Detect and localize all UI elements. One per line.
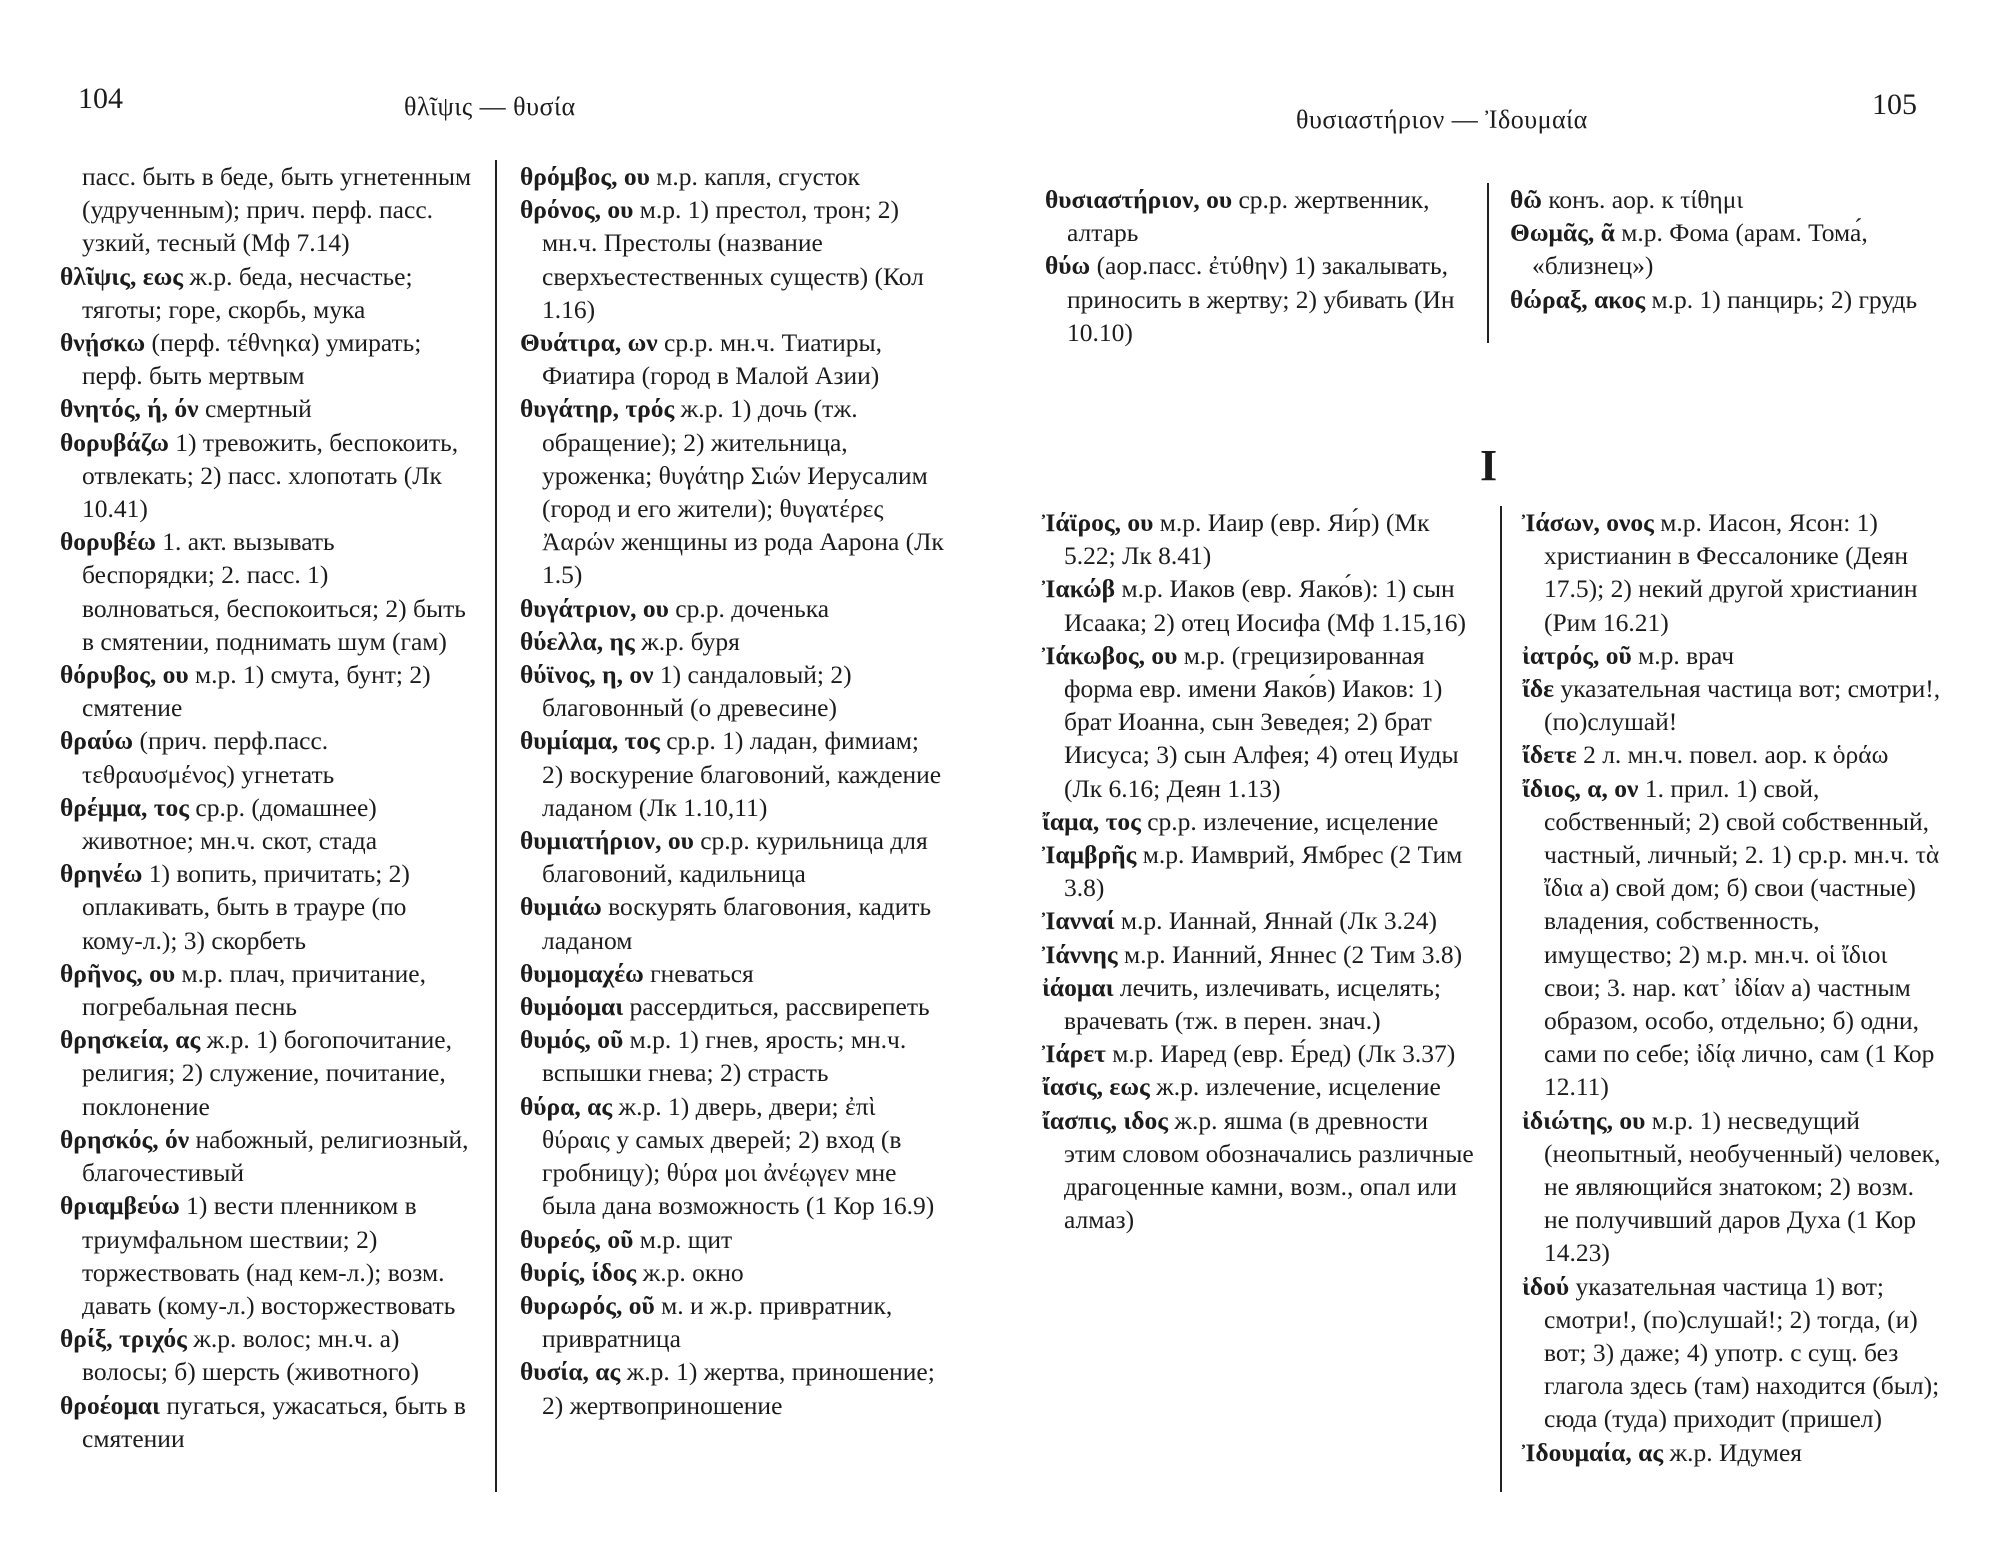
entry-definition: м.р. 1) смута, бунт; 2) смятение xyxy=(82,660,431,723)
page-number: 105 xyxy=(1872,88,1917,121)
entry-definition: м.р. 1) гнев, ярость; мн.ч. вспышки гнева; 2) страсть xyxy=(542,1025,907,1088)
dictionary-entry xyxy=(1045,249,1455,349)
entry-headword: θνῄσκω xyxy=(60,328,146,358)
dictionary-entry xyxy=(1522,639,1942,672)
dictionary-entry xyxy=(1042,838,1478,904)
entry-headword: Ἰάκωβος, ου xyxy=(1042,640,1178,670)
entry-headword: θροέομαι xyxy=(60,1390,160,1420)
column-left-2 xyxy=(520,160,944,1422)
entry-headword: Ἰανναί xyxy=(1042,906,1115,936)
dictionary-entry xyxy=(1042,1070,1478,1103)
entry-definition: м.р. 1) панцирь; 2) грудь xyxy=(1645,284,1918,314)
dictionary-entry xyxy=(60,857,472,957)
entry-headword: θύρα, ας xyxy=(520,1091,613,1121)
dictionary-entry xyxy=(1045,183,1455,249)
running-head: θυσιαστήριον — Ἰδουμαία xyxy=(1296,105,1588,134)
dictionary-entry xyxy=(520,1355,944,1421)
entry-headword: Ἰακώβ xyxy=(1042,574,1116,604)
entry-headword: ἴασις, εως xyxy=(1042,1072,1150,1102)
entry-headword: θύϊνος, η, ον xyxy=(520,660,654,690)
entry-definition: гневаться xyxy=(643,958,754,988)
dictionary-entry xyxy=(60,1389,472,1455)
entry-headword: θύω xyxy=(1045,251,1091,281)
entry-headword: θυμομαχέω xyxy=(520,958,644,988)
entry-headword: Θυάτιρα, ων xyxy=(520,328,658,358)
entry-headword: θρῆνος, ου xyxy=(60,958,176,988)
dictionary-entry xyxy=(520,326,944,392)
entry-headword: θώραξ, ακος xyxy=(1510,284,1646,314)
dictionary-entry xyxy=(1042,1037,1478,1070)
entry-definition: ср.р. мн.ч. Тиатиры, Фиатира (город в Малой Азии) xyxy=(542,328,882,391)
dictionary-entry xyxy=(60,260,472,326)
entry-headword: Ἰαμβρῆς xyxy=(1042,840,1137,870)
entry-headword: Ἰάρετ xyxy=(1042,1039,1106,1069)
dictionary-entry xyxy=(520,1223,944,1256)
entry-headword: ἰδού xyxy=(1522,1271,1570,1301)
dictionary-entry xyxy=(520,1289,944,1355)
entry-headword: θυσία, ας xyxy=(520,1357,621,1387)
entry-definition: м.р. Иаред (евр. Е́ред) (Лк 3.37) xyxy=(1105,1039,1456,1069)
entry-headword: θραύω xyxy=(60,726,134,756)
dictionary-entry xyxy=(1522,1104,1942,1270)
dictionary-entry xyxy=(1522,738,1942,771)
entry-definition: м.р. (грецизированная форма евр. имени Яако́в) Иаков: 1) брат Иоанна, сын Зеведея; 2) брат Иисуса; 3) сын Алфея; 4) отец Иуды (Лк 6.16; Деян 1.13) xyxy=(1064,640,1459,803)
column-divider-top xyxy=(1487,183,1489,343)
dictionary-entry xyxy=(60,525,472,658)
entry-definition: указательная частица вот; смотри!, (по)слушай! xyxy=(1544,674,1941,737)
entry-headword: θυρεός, οῦ xyxy=(520,1224,634,1254)
entry-definition: ср.р. курильница для благовоний, кадильница xyxy=(542,826,928,889)
entry-headword: θόρυβος, ου xyxy=(60,660,189,690)
dictionary-entry xyxy=(1042,971,1478,1037)
entry-headword: θρόνος, ου xyxy=(520,195,634,225)
dictionary-entry xyxy=(520,1090,944,1223)
entry-definition: лечить, излечивать, исцелять; врачевать (тж. в перен. знач.) xyxy=(1064,972,1441,1036)
entry-definition: рассердиться, рассвирепеть xyxy=(623,992,930,1022)
dictionary-entry xyxy=(520,724,944,824)
entry-definition: 1) сандаловый; 2) благовонный (о древесине) xyxy=(542,660,852,723)
entry-definition: 1. акт. вызывать беспорядки; 2. пасс. 1) волноваться, беспокоиться; 2) быть в смятении, поднимать шум (гам) xyxy=(82,527,466,656)
entry-headword: θῶ xyxy=(1510,185,1542,214)
dictionary-entry xyxy=(60,1322,472,1388)
entry-definition: ж.р. 1) дочь (тж. обращение); 2) жительница, уроженка; θυγάτηρ Σιών Иерусалим (город и его жители); θυγατέρες Ἀαρών женщины из рода Аарона (Лк 1.5) xyxy=(542,394,944,590)
entry-definition: м.р. 1) несведущий (неопытный, необученный) человек, не являющийся знатоком; 2) возм. не получивший даров Духа (1 Кор 14.23) xyxy=(1544,1105,1941,1268)
entry-definition: указательная частица 1) вот; смотри!, (по)слушай!; 2) тогда, (и) вот; 3) даже; 4) употр. с сущ. без глагола здесь (там) находится (был); сюда (туда) приходит (пришел) xyxy=(1544,1271,1940,1434)
entry-definition: ср.р. доченька xyxy=(668,593,830,623)
dictionary-entry xyxy=(1042,639,1478,805)
dictionary-entry xyxy=(1042,506,1478,572)
page-number: 104 xyxy=(78,82,123,115)
dictionary-entry xyxy=(1522,1436,1942,1469)
running-head: θλῖψις — θυσία xyxy=(404,92,576,121)
entry-headword: θυγάτηρ, τρός xyxy=(520,394,675,424)
dictionary-entry xyxy=(60,1023,472,1123)
entry-headword: θυμίαμα, τος xyxy=(520,726,660,756)
entry-definition: ж.р. 1) дверь, двери; ἐπὶ θύραις у самых дверей; 2) вход (в гробницу); θύρα μοι ἀνέῳγεν мне была дана возможность (1 Кор 16.9) xyxy=(542,1091,935,1221)
entry-definition: 2 л. мн.ч. повел. аор. к ὁράω xyxy=(1576,740,1889,770)
dictionary-entry xyxy=(1510,183,1940,216)
dictionary-entry xyxy=(1510,216,1940,282)
entry-definition: ж.р. 1) богопочитание, религия; 2) служение, почитание, поклонение xyxy=(82,1025,453,1121)
entry-definition: м.р. 1) престол, трон; 2) мн.ч. Престолы (название сверхъестественных существ) (Кол 1.16) xyxy=(542,195,924,324)
entry-definition: м.р. щит xyxy=(633,1224,733,1254)
entry-definition: ж.р. излечение, исцеление xyxy=(1149,1072,1441,1102)
entry-headword: θυμιάω xyxy=(520,892,602,922)
dictionary-entry xyxy=(1042,1104,1478,1237)
entry-headword: ἰάομαι xyxy=(1042,972,1114,1002)
entry-headword: θορυβάζω xyxy=(60,427,169,457)
dictionary-entry xyxy=(60,658,472,724)
entry-definition: 1. прил. 1) свой, собственный; 2) свой собственный, частный, личный; 2. 1) ср.р. мн.ч. τὰ ἴδια а) свой дом; б) свои (частные) владения, собственность, имущество; 2) м.р. мн.ч. οἱ ἴδιοι свои; 3. нар. κατ᾽ ἰδίαν а) частным образом, особо, отдельно; б) одни, сами по себе; ἰδίᾳ лично, сам (1 Кор 12.11) xyxy=(1544,773,1940,1102)
column-right-top-1 xyxy=(1045,183,1455,349)
entry-definition: м.р. Иамврий, Ямбрес (2 Тим 3.8) xyxy=(1064,840,1463,903)
column-right-top-2 xyxy=(1510,183,1940,316)
entry-definition: м. и ж.р. привратник, привратница xyxy=(542,1290,893,1354)
entry-definition: набожный, религиозный, благочестивый xyxy=(82,1124,469,1188)
entry-definition: ж.р. 1) жертва, приношение; 2) жертвоприношение xyxy=(542,1357,935,1420)
entry-definition: ж.р. буря xyxy=(634,626,740,656)
dictionary-entry xyxy=(1522,1270,1942,1436)
entry-headword: Ἰδουμαία, ας xyxy=(1522,1437,1664,1467)
dictionary-entry xyxy=(520,1256,944,1289)
entry-definition: м.р. Иаков (евр. Яако́в): 1) сын Исаака; 2) отец Иосифа (Мф 1.15,16) xyxy=(1064,574,1467,637)
dictionary-entry xyxy=(1042,938,1478,971)
entry-headword: ἰδιώτης, ου xyxy=(1522,1105,1646,1135)
entry-headword: Ἰάϊρος, ου xyxy=(1042,508,1154,537)
entry-headword: θριαμβεύω xyxy=(60,1191,180,1221)
entry-definition: (аор.пасс. ἐτύθην) 1) закалывать, приносить в жертву; 2) убивать (Ин 10.10) xyxy=(1067,251,1455,347)
entry-headword: θρέμμα, τος xyxy=(60,792,190,822)
entry-definition: м.р. Ианний, Яннес (2 Тим 3.8) xyxy=(1117,939,1463,969)
entry-definition: воскурять благовония, кадить ладаном xyxy=(542,892,932,955)
column-divider xyxy=(1500,506,1502,1492)
column-right-1 xyxy=(1042,506,1478,1236)
entry-headword: θρηνέω xyxy=(60,859,143,889)
entry-definition: м.р. капля, сгусток xyxy=(649,162,860,191)
entry-definition: ср.р. излечение, исцеление xyxy=(1140,806,1439,836)
dictionary-entry xyxy=(520,957,944,990)
entry-headword: Ἰάννης xyxy=(1042,939,1118,969)
entry-definition: ж.р. волос; мн.ч. а) волосы; б) шерсть (животного) xyxy=(82,1324,419,1387)
entry-headword: ἴαμα, τος xyxy=(1042,806,1141,836)
entry-headword: θυσιαστήριον, ου xyxy=(1045,185,1233,214)
entry-headword: ἴδε xyxy=(1522,674,1555,704)
column-right-2 xyxy=(1522,506,1942,1469)
dictionary-entry xyxy=(1522,672,1942,738)
right-page xyxy=(1000,0,2000,1561)
entry-headword: θορυβέω xyxy=(60,527,156,557)
column-divider xyxy=(495,160,497,1492)
entry-headword: θνητός, ή, όν xyxy=(60,394,199,424)
entry-headword: ἰατρός, οῦ xyxy=(1522,640,1632,670)
dictionary-entry xyxy=(520,193,944,326)
entry-definition: м.р. врач xyxy=(1631,640,1735,670)
dictionary-entry xyxy=(1522,772,1942,1104)
entry-definition: м.р. Иаир (евр. Яи́р) (Мк 5.22; Лк 8.41) xyxy=(1064,508,1430,571)
entry-headword: Ἰάσων, ονος xyxy=(1522,508,1654,537)
entry-headword: θύελλα, ης xyxy=(520,626,635,656)
entry-headword: θυγάτριον, ου xyxy=(520,593,669,623)
entry-definition: ср.р. 1) ладан, фимиам; 2) воскурение благовоний, каждение ладаном (Лк 1.10,11) xyxy=(542,726,942,822)
entry-headword: ἴδιος, α, ον xyxy=(1522,773,1639,803)
entry-headword: ἴασπις, ιδος xyxy=(1042,1105,1169,1135)
section-letter: I xyxy=(1480,441,1498,490)
entry-definition: м.р. Иасон, Ясон: 1) христианин в Фессалонике (Деян 17.5); 2) некий другой христианин (Рим 16.21) xyxy=(1544,508,1918,637)
dictionary-entry xyxy=(60,160,472,260)
entry-definition: пасс. быть в беде, быть угнетенным (удрученным); прич. перф. пасс. узкий, тесный (Мф 7.14) xyxy=(82,162,472,258)
entry-definition: ж.р. беда, несчастье; тяготы; горе, скорбь, мука xyxy=(82,261,413,324)
dictionary-entry xyxy=(520,890,944,956)
dictionary-entry xyxy=(1510,283,1940,316)
entry-definition: пугаться, ужасаться, быть в смятении xyxy=(82,1390,466,1453)
dictionary-entry xyxy=(60,791,472,857)
entry-definition: ср.р. (домашнее) животное; мн.ч. скот, стада xyxy=(82,792,378,856)
dictionary-entry xyxy=(60,1123,472,1189)
dictionary-entry xyxy=(520,160,944,193)
entry-definition: ж.р. окно xyxy=(636,1257,744,1287)
dictionary-entry xyxy=(520,1023,944,1089)
dictionary-entry xyxy=(520,990,944,1023)
dictionary-entry xyxy=(1042,572,1478,638)
entry-headword: ἴδετε xyxy=(1522,740,1577,770)
entry-definition: конъ. аор. к τίθημι xyxy=(1541,185,1744,214)
dictionary-entry xyxy=(1522,506,1942,639)
dictionary-entry xyxy=(60,957,472,1023)
dictionary-entry xyxy=(1042,904,1478,937)
entry-headword: θυμόομαι xyxy=(520,992,624,1022)
entry-definition: 1) вести пленником в триумфальном шествии; 2) торжествовать (над кем-л.); возм. давать (кому-л.) восторжествовать xyxy=(82,1191,456,1320)
dictionary-entry xyxy=(520,625,944,658)
entry-definition: (прич. перф.пасс. τεθραυσμένος) угнетать xyxy=(82,726,335,789)
entry-headword: θρησκεία, ας xyxy=(60,1025,201,1055)
entry-definition: 1) тревожить, беспокоить, отвлекать; 2) пасс. хлопотать (Лк 10.41) xyxy=(82,427,459,524)
entry-headword: θυμιατήριον, ου xyxy=(520,826,694,856)
entry-definition: м.р. Ианнай, Яннай (Лк 3.24) xyxy=(1114,906,1437,936)
dictionary-entry xyxy=(60,426,472,526)
entry-definition: смертный xyxy=(198,394,312,424)
entry-headword: θυρίς, ίδος xyxy=(520,1257,637,1287)
entry-definition: (перф. τέθνηκα) умирать; перф. быть мертвым xyxy=(82,328,422,391)
entry-headword: Θωμᾶς, ᾶ xyxy=(1510,218,1615,248)
entry-headword: θυρωρός, οῦ xyxy=(520,1290,655,1320)
entry-definition: ср.р. жертвенник, алтарь xyxy=(1067,185,1430,248)
entry-headword: θρόμβος, ου xyxy=(520,162,650,191)
entry-definition: м.р. плач, причитание, погребальная песнь xyxy=(82,958,426,1022)
entry-definition: м.р. Фома (арам. Тома́, «близнец») xyxy=(1532,218,1868,281)
dictionary-entry xyxy=(520,592,944,625)
column-left-1 xyxy=(60,160,472,1455)
dictionary-entry xyxy=(1042,805,1478,838)
dictionary-entry xyxy=(520,658,944,724)
entry-definition: ж.р. яшма (в древности этим словом обозначались различные драгоценные камни, возм., опал или алмаз) xyxy=(1064,1105,1474,1235)
dictionary-entry xyxy=(60,326,472,392)
entry-definition: 1) вопить, причитать; 2) оплакивать, быть в трауре (по кому-л.); 3) скорбеть xyxy=(82,859,410,955)
entry-definition: ж.р. Идумея xyxy=(1663,1437,1802,1467)
entry-headword: θλῖψις, εως xyxy=(60,261,183,291)
entry-headword: θυμός, οῦ xyxy=(520,1025,624,1055)
dictionary-entry xyxy=(60,724,472,790)
entry-headword: θρησκός, όν xyxy=(60,1124,190,1154)
dictionary-entry xyxy=(520,392,944,591)
dictionary-entry xyxy=(60,1189,472,1322)
dictionary-entry xyxy=(60,392,472,425)
dictionary-entry xyxy=(520,824,944,890)
entry-headword: θρίξ, τριχός xyxy=(60,1324,187,1354)
